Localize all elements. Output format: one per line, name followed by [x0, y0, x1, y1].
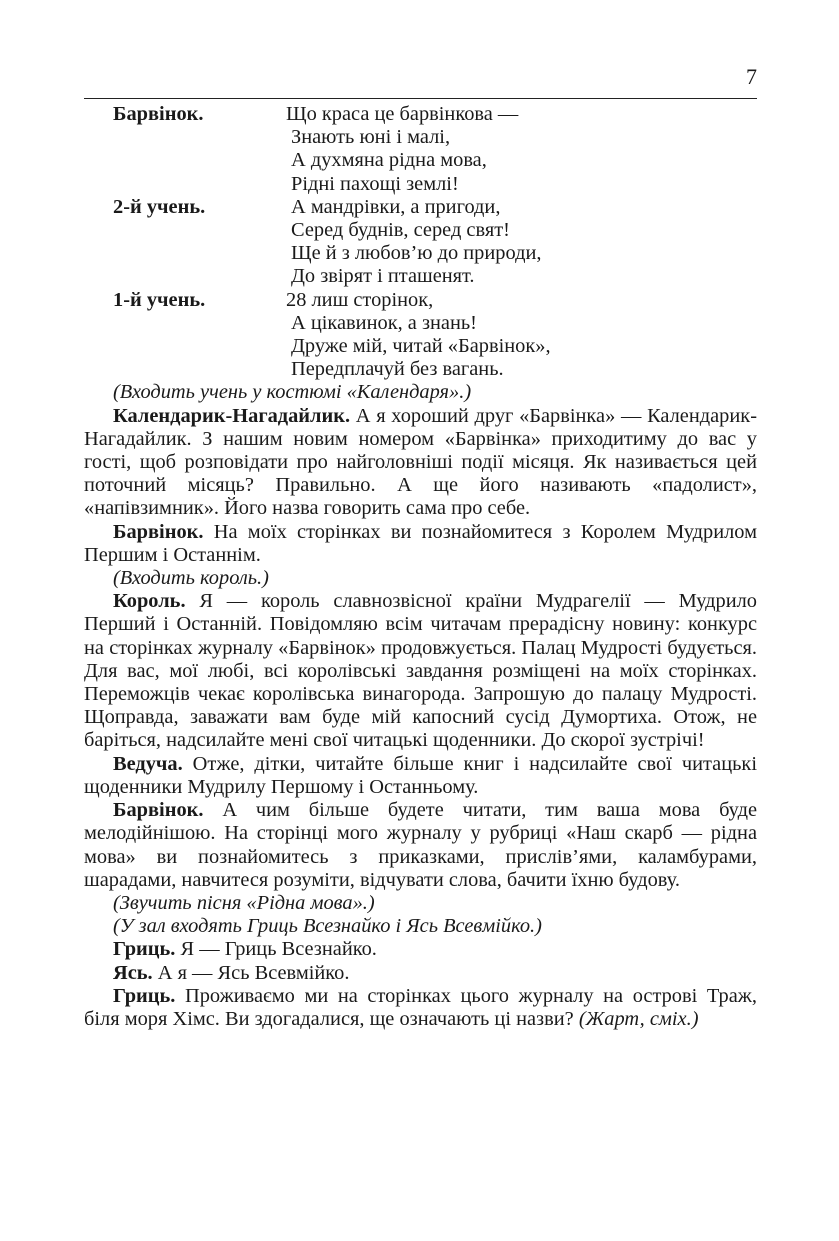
- speaker-name: Календарик-Нагадайлик.: [113, 404, 351, 427]
- stage-direction-inline: (Жарт, сміх.): [578, 1007, 699, 1030]
- stage-direction: (Звучить пісня «Рідна мова».): [113, 891, 375, 914]
- verse-block: [84, 289, 757, 382]
- verse-line: 28 лиш сторінок,: [286, 288, 434, 311]
- verse-line: Рідні пахощі землі!: [291, 172, 459, 195]
- dialogue-paragraph: [84, 590, 757, 752]
- speaker-name: Барвінок.: [113, 520, 204, 543]
- verse-line: Знають юні і малі,: [291, 126, 451, 149]
- verse-line: Ще й з любов’ю до природи,: [291, 242, 542, 265]
- header-rule: [84, 98, 757, 99]
- page-body: [84, 103, 757, 1031]
- speaker-name: Барвінок.: [113, 799, 204, 822]
- dialogue-text: А я хороший друг «Барвінка» — Календарик-Нагадайлик. З нашим новим номером «Барвінка» приходитиму до вас у гості, щоб розповідати про найголовніші події місяця. Як називається цей поточний місяць? Правильно. А ще його називають «падолист», «напівзимник». Його назва говорить сама про себе.: [84, 404, 757, 520]
- verse-line: Що краса це барвінкова —: [286, 103, 519, 125]
- dialogue-text: Я — король славнозвісної країни Мудрагелії — Мудрило Перший і Останній. Повідомляю всім читачам прерадісну новину: конкурс на сторінках журналу «Барвінок» продовжується. Палац Мудрості будується. Для вас, мої любі, всі королівські завдання розміщені на моїх сторінках. Переможців чекає королівська винагорода. Запрошую до палацу Мудрості. Щоправда, заважати вам буде мій капосний сусід Думортиха. Отож, не баріться, надсилайте мені свої читацькі щоденники. До скорої зустрічі!: [84, 590, 757, 752]
- speaker-name: Король.: [113, 590, 186, 613]
- dialogue-text: А я — Ясь Всевмійко.: [152, 961, 350, 984]
- dialogue-paragraph: [84, 405, 757, 521]
- verse-lines: [286, 289, 551, 382]
- dialogue-text: Я — Гриць Всезнайко.: [175, 938, 377, 961]
- verse-line: А духмяна рідна мова,: [291, 149, 487, 172]
- verse-line: А цікавинок, а знань!: [291, 311, 477, 334]
- dialogue-paragraph: [84, 799, 757, 892]
- stage-direction: (Входить король.): [113, 567, 269, 590]
- verse-line: А мандрівки, а пригоди,: [291, 195, 501, 218]
- verse-block: [84, 196, 757, 289]
- dialogue-text: На моїх сторінках ви познайомитеся з Королем Мудрилом Першим і Останнім.: [84, 520, 757, 566]
- dialogue-text: А чим більше будете читати, тим ваша мова буде мелодійнішою. На сторінці мого журналу у рубриці «Наш скарб — рідна мова» ви познайомитесь з приказками, прислів’ями, каламбурами, шарадами, навчитеся розуміти, відчувати слова, бачити їхню будову.: [84, 799, 757, 891]
- speaker-name: Барвінок.: [113, 103, 204, 125]
- verse-lines: [286, 196, 541, 289]
- verse-line: Передплачуй без вагань.: [291, 358, 504, 381]
- verse-lines: [286, 103, 518, 196]
- stage-direction: (У зал входять Гриць Всезнайко і Ясь Всевмійко.): [113, 915, 542, 938]
- speaker-name: Ведуча.: [113, 752, 183, 775]
- dialogue-paragraph: [84, 938, 757, 961]
- dialogue-text: Отже, дітки, читайте більше книг і надсилайте свої читацькі щоденники Мудрилу Першому і Останньому.: [84, 752, 757, 798]
- dialogue-paragraph: [84, 985, 757, 1031]
- speaker-name: Гриць.: [113, 938, 176, 961]
- speaker-name: 2-й учень.: [113, 195, 206, 218]
- dialogue-paragraph: [84, 521, 757, 567]
- speaker-name: Ясь.: [113, 961, 153, 984]
- stage-direction: (Входить учень у костюмі «Календаря».): [113, 381, 472, 404]
- speaker-name: Гриць.: [113, 984, 176, 1007]
- verse-line: Серед буднів, серед свят!: [291, 219, 510, 242]
- verse-block: [84, 103, 757, 196]
- page-number: 7: [746, 64, 757, 89]
- verse-line: Друже мій, читай «Барвінок»,: [291, 335, 551, 358]
- dialogue-paragraph: [84, 753, 757, 799]
- dialogue-text: Проживаємо ми на сторінках цього журналу на острові Траж, біля моря Хімс. Ви здогадалися, ще означають ці назви?: [84, 984, 757, 1030]
- verse-line: До звірят і пташенят.: [291, 265, 475, 288]
- dialogue-paragraph: [84, 962, 757, 985]
- speaker-name: 1-й учень.: [113, 288, 206, 311]
